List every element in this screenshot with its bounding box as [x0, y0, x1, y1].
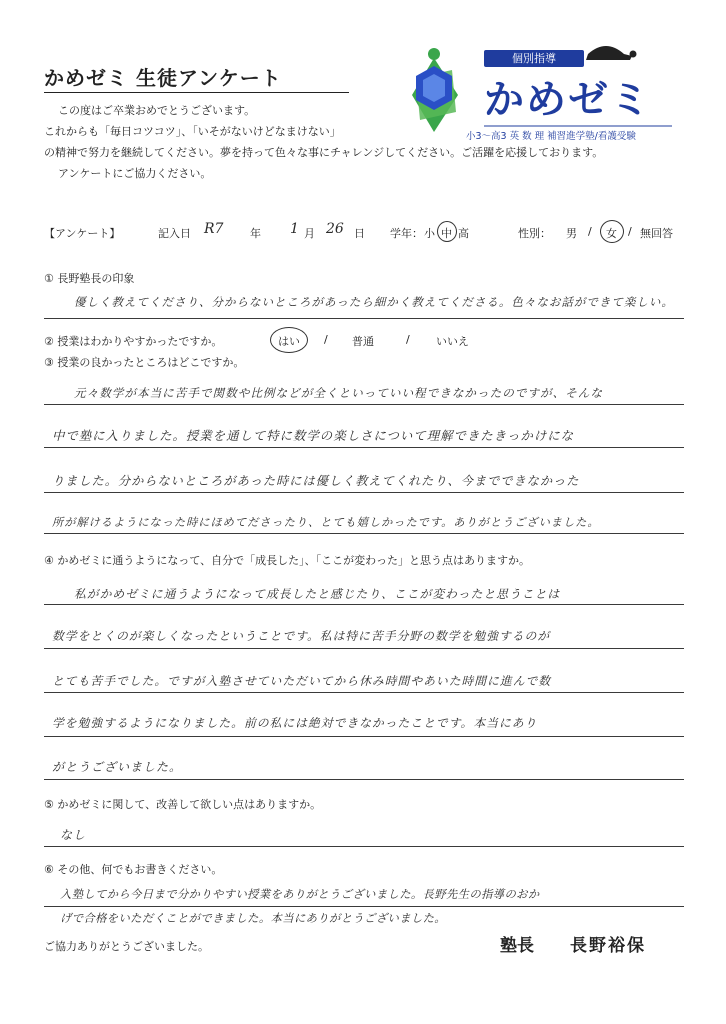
logo-badge: 個別指導: [484, 50, 584, 67]
question-number: ④: [44, 554, 54, 567]
gender-label: 性別：: [518, 227, 551, 240]
year-unit: 年: [250, 227, 261, 240]
option-selected-circle: [270, 327, 308, 353]
question-text: かめゼミに通うようになって、自分で「成長した」、「ここが変わった」と思う点はありますか。: [57, 554, 531, 567]
answer-rule: [44, 906, 684, 907]
answer-rule: [44, 447, 684, 448]
question-text: 長野塾長の印象: [57, 272, 135, 285]
option-yes[interactable]: はい: [278, 335, 300, 348]
answer-line: 入塾してから今日まで分かりやすい授業をありがとうございました。長野先生の指導のおか: [60, 888, 540, 901]
answer-line: 私がかめゼミに通うようになって成長したと感じたり、ここが変わったと思うことは: [74, 587, 561, 601]
answer-rule: [44, 648, 684, 649]
answer-rule: [44, 846, 684, 847]
answer-line: 中で塾に入りました。授業を通して特に数学の楽しさについて理解できたきっかけにな: [52, 428, 574, 443]
answer-line: 所が解けるようになった時にほめてださったり、とても嬉しかったです。ありがとうございました。: [52, 516, 600, 529]
question-number: ⑤: [44, 798, 54, 811]
answer-rule: [44, 692, 684, 693]
survey-label: 【アンケート】: [44, 227, 121, 240]
answer-line: がとうございました。: [52, 760, 183, 774]
grade-option-middle[interactable]: 中: [441, 227, 452, 240]
answer-rule: [44, 533, 684, 534]
gender-selected-circle: [600, 220, 624, 243]
intro-line: アンケートにご協力ください。: [58, 167, 212, 180]
answer-rule: [44, 779, 684, 780]
answer-rule: [44, 404, 684, 405]
month-unit: 月: [304, 227, 315, 240]
question-text: 授業はわかりやすかったですか。: [57, 335, 223, 348]
question-1: [44, 270, 134, 286]
logo-name: かめゼミ: [484, 77, 652, 123]
answer-line: 数学をとくのが楽しくなったということです。私は特に苦手分野の数学を勉強するのが: [52, 629, 551, 643]
day-unit: 日: [354, 227, 365, 240]
question-number: ③: [44, 356, 54, 369]
question-text: 授業の良かったところはどこですか。: [57, 356, 245, 369]
answer-line: なし: [60, 828, 87, 842]
question-number: ②: [44, 335, 54, 348]
date-day: 26: [326, 221, 344, 237]
question-number: ①: [44, 272, 54, 285]
option-normal[interactable]: 普通: [352, 335, 374, 348]
answer-line: りました。分からないところがあった時には優しく教えてくれたり、今までできなかった: [52, 474, 580, 488]
option-no[interactable]: いいえ: [436, 335, 469, 348]
question-number: ⑥: [44, 863, 54, 876]
question-2: [44, 333, 222, 349]
signature-name: 長野裕保: [570, 936, 646, 956]
gender-option-no-answer[interactable]: 無回答: [640, 227, 673, 240]
answer-line: 優しく教えてくださり、分からないところがあったら細かく教えてくださる。色々なお話ができて楽しい。: [74, 295, 674, 309]
grade-label: 学年：: [390, 227, 423, 240]
intro-line: この度はご卒業おめでとうございます。: [58, 104, 256, 117]
title-underline: [44, 92, 349, 93]
gender-option-male[interactable]: 男: [566, 227, 577, 240]
question-text: その他、何でもお書きください。: [57, 863, 223, 876]
turtle-silhouette-icon: [586, 46, 637, 60]
date-month: 1: [290, 221, 299, 237]
question-6: [44, 861, 222, 877]
date-label: 記入日: [158, 227, 191, 240]
grade-option-high[interactable]: 高: [458, 227, 469, 240]
gender-option-female[interactable]: 女: [606, 227, 617, 240]
question-5: [44, 796, 321, 812]
answer-rule: [44, 492, 684, 493]
closing-text: ご協力ありがとうございました。: [44, 940, 209, 953]
answer-line: とても苦手でした。ですが入塾させていただいてから休み時間やあいた時間に進んで数: [52, 674, 552, 688]
intro-line: の精神で努力を継続してください。夢を持って色々な事にチャレンジしてください。ご活躍を応援しております。: [44, 146, 604, 159]
survey-title: かめゼミ 生徒アンケート: [44, 66, 282, 90]
answer-line: 学を勉強するようになりました。前の私には絶対できなかったことです。本当にあり: [52, 716, 538, 730]
question-4: [44, 552, 530, 568]
logo-subtitle: 小3〜高3 英 数 理 補習進学塾/看護受験: [466, 131, 636, 142]
signature-title: 塾長: [500, 936, 534, 956]
question-text: かめゼミに関して、改善して欲しい点はありますか。: [57, 798, 322, 811]
turtle-emblem-icon: [412, 48, 458, 132]
grade-option-elementary[interactable]: 小: [424, 227, 435, 240]
intro-line: これからも「毎日コツコツ」、「いそがないけどなまけない」: [44, 125, 341, 138]
answer-line: 元々数学が本当に苦手で関数や比例などが全くといっていい程できなかったのですが、そんな: [74, 386, 603, 400]
grade-selected-circle: [437, 221, 457, 242]
date-era: R7: [204, 221, 224, 237]
question-3: [44, 354, 244, 370]
answer-rule: [44, 736, 684, 737]
answer-rule: [44, 604, 684, 605]
answer-line: げで合格をいただくことができました。本当にありがとうございました。: [60, 912, 447, 925]
answer-rule: [44, 318, 684, 319]
